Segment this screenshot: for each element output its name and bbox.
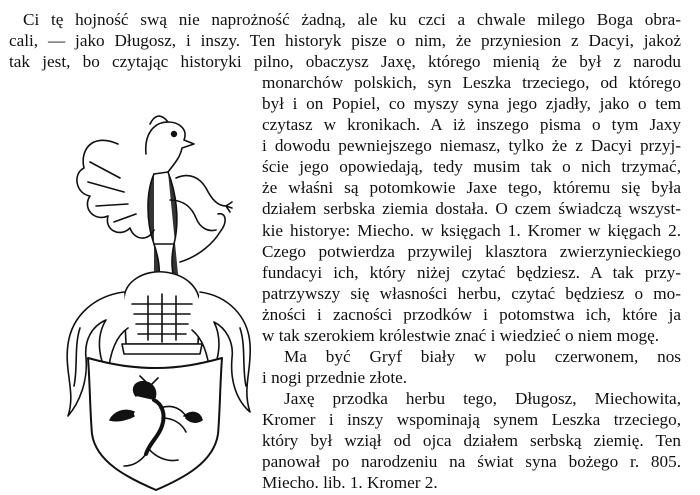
text-line: patrzywszy się własności herbu, czytać będziesz o mo- — [262, 283, 681, 303]
text-line: w tak szerokiem królestwie znać i wiedzieć o niem mogę. — [262, 325, 660, 345]
text-line: że właśni są potomkowie Jaxe tego, któremu się była — [262, 178, 681, 198]
text-line: Kromer i inszy wspominają synem Leszka trzeciego, — [262, 409, 681, 429]
text-line: monarchów polskich, syn Leszka trzeciego, od którego — [262, 73, 681, 93]
text-line: panował po narodzeniu na świat syna bożego r. 805. — [262, 452, 681, 471]
text-line: tak jest, bo czytając historyki pilno, obaczysz Jaxę, którego mienią że był z narodu — [9, 52, 681, 72]
coat-of-arms-illustration — [50, 82, 255, 492]
blazon-line: Ma być Gryf biały w polu czerwonem, nos — [284, 346, 681, 366]
text-line: fundacyi ich, który niżej czytać będziesz. A tak przy- — [262, 262, 681, 282]
text-line: cali, — jako Długosz, i inszy. Ten historyk pisze o nim, że przyniesion z Dacyi, jakoż — [9, 31, 681, 50]
text-line: który był wziął od ojca działem serbską ziemię. Ten — [262, 430, 681, 450]
text-line: Jaxę przodka herbu tego, Długosz, Miechowita, — [284, 388, 681, 408]
text-line: Ci tę hojność swą nie naprożność żadną, ale ku czci a chwale milego Boga obra- — [23, 10, 681, 29]
text-line: i dowodu pewniejszego niemasz, tylko że z Dacyi przyj- — [262, 136, 681, 156]
text-line: Miecho. lib. 1. Kromer 2. — [262, 473, 438, 492]
text-line: Czego potwierdza przywilej klasztora zwierzynieckiego — [262, 241, 681, 261]
text-line: żności i zacności przodków i potomstwa ich, które ja — [262, 304, 681, 324]
text-line: ście jego opowiedają, tedy musim tak o nich trzymać, — [262, 157, 681, 177]
text-line: działem serbska ziemia dostała. O czem świadczą wszyst- — [262, 199, 681, 219]
text-line: był i on Popiel, co myszy syna jego zjadły, jako o tem — [262, 94, 681, 114]
text-line: kie historye: Miecho. w księgach 1. Kromer w kięgach 2. — [262, 220, 681, 240]
text-line: czytasz w kronikach. A iż inszego pisma o tym Jaxy — [262, 115, 681, 135]
blazon-line: i nogi przednie złote. — [262, 367, 408, 387]
